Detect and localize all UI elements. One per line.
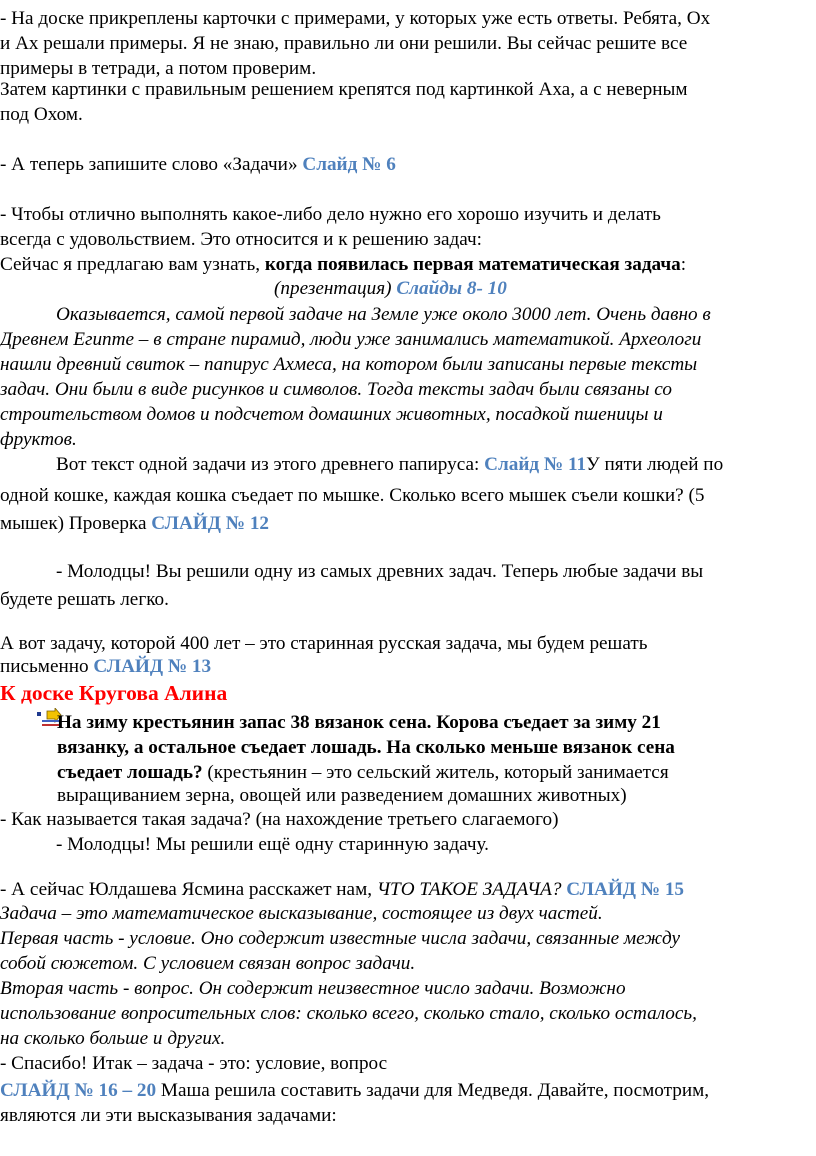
text-line <box>0 1081 709 1100</box>
italic-span: ЧТО ТАКОЕ ЗАДАЧА? <box>376 879 562 900</box>
text-line: Вторая часть - вопрос. Он содержит неизвестное число задачи. Возможно <box>0 978 626 999</box>
text-line <box>57 763 669 782</box>
text-line <box>0 514 269 533</box>
text-span: У пяти людей по <box>586 454 724 475</box>
text-span: (презентация) <box>274 278 397 299</box>
text-line: строительством домов и подсчетом домашних животных, посадкой пшеницы и <box>0 404 663 425</box>
slide-ref: СЛАЙД № 15 <box>561 879 685 900</box>
text-line: одной кошке, каждая кошка съедает по мышке. Сколько всего мышек съели кошки? (5 <box>0 485 705 506</box>
text-span: мышек) Проверка <box>0 513 152 534</box>
text-line: - Как называется такая задача? (на нахождение третьего слагаемого) <box>0 809 559 830</box>
text-line: выращиванием зерна, овощей или разведением домашних животных) <box>57 785 627 806</box>
slide-ref: Слайды 8- 10 <box>396 278 507 299</box>
text-span: - А теперь запишите слово «Задачи» <box>0 154 303 175</box>
slide-ref: Слайд № 11 <box>484 454 587 475</box>
section-heading: К доске Кругова Алина <box>0 681 228 705</box>
text-span: Вот текст одной задачи из этого древнего папируса: <box>56 454 485 475</box>
text-line: - Спасибо! Итак – задача - это: условие, вопрос <box>0 1053 388 1074</box>
slide-ref: СЛАЙД № 12 <box>151 513 270 534</box>
text-line: фруктов. <box>0 429 77 450</box>
text-line: нашли древний свиток – папирус Ахмеса, на котором были записаны первые тексты <box>0 354 698 375</box>
text-span: : <box>680 254 687 275</box>
text-line: примеры в тетради, а потом проверим. <box>0 58 317 79</box>
text-line: всегда с удовольствием. Это относится и к решению задач: <box>0 229 482 250</box>
text-line <box>0 880 684 899</box>
text-line <box>0 657 211 676</box>
text-line: на сколько больше и других. <box>0 1028 226 1049</box>
text-line: А вот задачу, которой 400 лет – это старинная русская задача, мы будем решать <box>0 633 648 654</box>
text-line: собой сюжетом. С условием связан вопрос задачи. <box>0 953 416 974</box>
text-line <box>274 279 507 298</box>
text-line: задач. Они были в виде рисунков и символов. Тогда тексты задач были связаны со <box>0 379 672 400</box>
text-line <box>0 255 686 274</box>
text-span: Маша решила составить задачи для Медведя. Давайте, посмотрим, <box>156 1080 710 1101</box>
text-line: под Охом. <box>0 104 83 125</box>
text-line: будете решать легко. <box>0 589 169 610</box>
text-line: - Чтобы отлично выполнять какое-либо дело нужно его хорошо изучить и делать <box>0 204 661 225</box>
text-line: Затем картинки с правильным решением крепятся под картинкой Аха, а с неверным <box>0 79 688 100</box>
text-line: - Молодцы! Вы решили одну из самых древних задач. Теперь любые задачи вы <box>56 561 704 582</box>
text-line: Оказывается, самой первой задаче на Земле уже около 3000 лет. Очень давно в <box>56 304 711 325</box>
text-line: Древнем Египте – в стране пирамид, люди уже занимались математикой. Археологи <box>0 329 702 350</box>
text-line <box>56 455 723 474</box>
bold-span: когда появилась первая математическая задача <box>264 254 681 275</box>
text-span: письменно <box>0 656 94 677</box>
text-span: Сейчас я предлагаю вам узнать, <box>0 254 265 275</box>
text-line: и Ах решали примеры. Я не знаю, правильно ли они решили. Вы сейчас решите все <box>0 33 688 54</box>
text-line: Первая часть - условие. Оно содержит известные числа задачи, связанные между <box>0 928 681 949</box>
text-line: - Молодцы! Мы решили ещё одну старинную задачу. <box>56 834 489 855</box>
slide-ref: Слайд № 6 <box>302 154 396 175</box>
text-line <box>0 155 396 174</box>
text-span: (крестьянин – это сельский житель, который занимается <box>202 762 669 783</box>
slide-ref: СЛАЙД № 16 – 20 <box>0 1080 157 1101</box>
text-line: использование вопросительных слов: сколько всего, сколько стало, сколько осталось, <box>0 1003 697 1024</box>
text-line: На зиму крестьянин запас 38 вязанок сена. Корова съедает за зиму 21 <box>57 712 661 733</box>
bold-span: съедает лошадь? <box>57 762 203 783</box>
text-line: являются ли эти высказывания задачами: <box>0 1105 337 1126</box>
text-span: - А сейчас Юлдашева Ясмина расскажет нам, <box>0 879 377 900</box>
text-line: вязанку, а остальное съедает лошадь. На сколько меньше вязанок сена <box>57 737 675 758</box>
slide-ref: СЛАЙД № 13 <box>93 656 212 677</box>
text-line: Задача – это математическое высказывание, состоящее из двух частей. <box>0 903 603 924</box>
text-line: - На доске прикреплены карточки с примерами, у которых уже есть ответы. Ребята, Ох <box>0 8 711 29</box>
